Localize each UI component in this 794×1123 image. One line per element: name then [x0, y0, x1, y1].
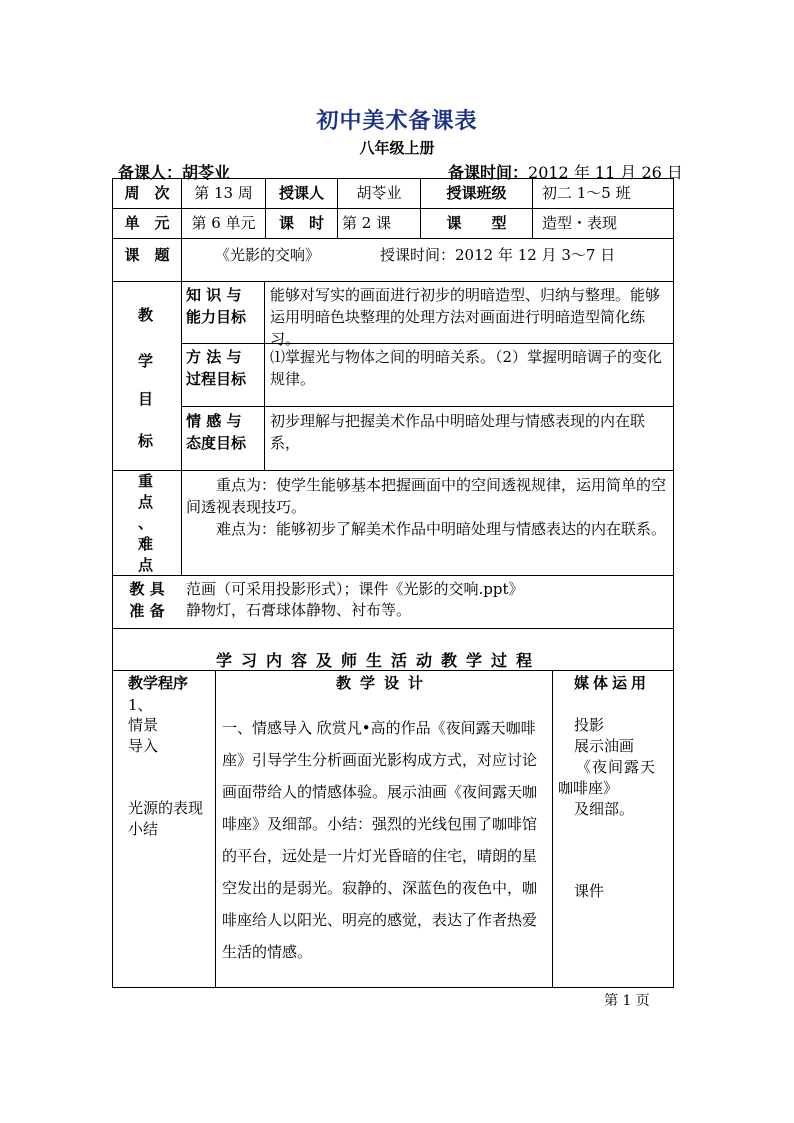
difficult-text: 难点为：能够初步了解美术作品中明暗处理与情感表达的内在联系。 — [216, 520, 667, 538]
method-text: ⑴掌握光与物体之间的明暗关系。（2）掌握明暗调子的变化规律。 — [270, 348, 663, 388]
emotion-label: 情 感 与 态度目标 — [186, 412, 247, 452]
col-design-header: 教学设计 — [335, 674, 432, 692]
type-label: 课 型 — [446, 214, 507, 232]
knowledge-text: 能够对写实的画面进行初步的明暗造型、归纳与整理。能够运用明暗色块整理的处理方法对画面进行明暗造型简化练习。 — [270, 286, 661, 348]
keypoint-label-1: 重 — [138, 472, 154, 490]
media-line: 咖啡座》 — [558, 779, 619, 797]
col-divider — [215, 670, 216, 988]
col-divider — [264, 281, 265, 470]
col-steps-header: 教学程序 — [128, 674, 189, 692]
col-media-header: 媒体运用 — [574, 674, 651, 692]
row-divider — [112, 238, 674, 239]
col-divider — [552, 670, 553, 988]
prep-time-label: 备课时间： — [448, 163, 529, 182]
col-divider — [532, 178, 533, 238]
equipment-line2: 静物灯，石膏球体静物、衬布等。 — [186, 601, 412, 619]
row-divider — [181, 406, 674, 407]
unit-label: 单 元 — [124, 214, 170, 232]
media-line: 《夜间露天 — [576, 758, 657, 776]
step-line: 导入 — [128, 737, 159, 755]
week-label: 周 次 — [124, 184, 170, 202]
class-label: 授课班级 — [446, 184, 507, 202]
unit-value: 第 6 单元 — [191, 214, 256, 232]
row-divider — [112, 575, 674, 576]
keypoint-label-3: 、 — [138, 514, 154, 532]
prep-time-value: 2012 年 11 月 26 日 — [528, 163, 683, 182]
keypoint-label-2: 点 — [138, 493, 154, 511]
media-line: 及细部。 — [574, 800, 635, 818]
equipment-line1: 范画（可采用投影形式）；课件《光影的交响.ppt》 — [186, 580, 524, 598]
key-text: 重点为：使学生能够基本把握画面中的空间透视规律，运用简单的空间透视表现技巧。 — [186, 476, 667, 516]
col-divider — [181, 178, 182, 575]
teacher-value: 胡苓业 — [356, 184, 402, 202]
media-line: 课件 — [574, 882, 605, 900]
type-value: 造型・表现 — [542, 214, 618, 232]
row-divider — [112, 628, 674, 629]
hours-value: 第 2 课 — [342, 214, 392, 232]
process-heading: 学习内容及师生活动教学过程 — [216, 651, 542, 670]
design-text: 一、情感导入 欣赏凡•高的作品《夜间露天咖啡座》引导学生分析画面光影构成方式，对应讨论画面带给人的情感体验。展示油画《夜间露天咖啡座》及细部。小结：强烈的光线包围了咖啡馆的平台，远处是一片灯光昏暗的住宅，晴朗的星空发出的是弱光。寂静的、深蓝色的夜色中，咖啡座给人以阳光、明亮的感觉，表达了作者热爱生活的情感。 — [222, 719, 538, 961]
row-divider — [112, 208, 674, 209]
equipment-label: 教 具 准 备 — [129, 580, 165, 620]
teacher-label: 授课人 — [278, 184, 324, 202]
step-line: 光源的表现 — [128, 799, 204, 817]
step-line: 小结 — [128, 820, 159, 838]
grade-subtitle: 八年级上册 — [359, 139, 435, 157]
objectives-label-1: 教 — [138, 306, 154, 324]
topic-value: 《光影的交响》 — [215, 246, 321, 264]
teach-time: 授课时间：2012 年 12 月 3～7 日 — [380, 246, 616, 264]
class-value: 初二 1～5 班 — [542, 184, 631, 202]
objectives-label-2: 学 — [138, 352, 154, 370]
method-label: 方 法 与 过程目标 — [186, 348, 247, 388]
topic-label: 课 题 — [124, 246, 170, 264]
row-divider — [112, 470, 674, 471]
row-divider — [112, 281, 674, 282]
media-line: 展示油画 — [574, 737, 635, 755]
page-title: 初中美术备课表 — [316, 108, 478, 134]
step-line: 1、 — [128, 696, 153, 714]
keypoint-label-5: 点 — [138, 556, 154, 574]
step-line: 情景 — [128, 716, 159, 734]
objectives-label-4: 标 — [138, 432, 154, 450]
week-value: 第 13 周 — [194, 184, 253, 202]
objectives-label-3: 目 — [138, 390, 154, 408]
emotion-text: 初步理解与把握美术作品中明暗处理与情感表现的内在联系， — [270, 412, 646, 452]
page-number: 第 1 页 — [604, 993, 650, 1009]
preparer-label: 备课人：胡苓业 — [118, 163, 231, 182]
hours-label: 课 时 — [278, 214, 324, 232]
keypoint-label-4: 难 — [138, 535, 154, 553]
knowledge-label: 知 识 与 能力目标 — [186, 286, 247, 326]
media-line: 投影 — [574, 716, 605, 734]
